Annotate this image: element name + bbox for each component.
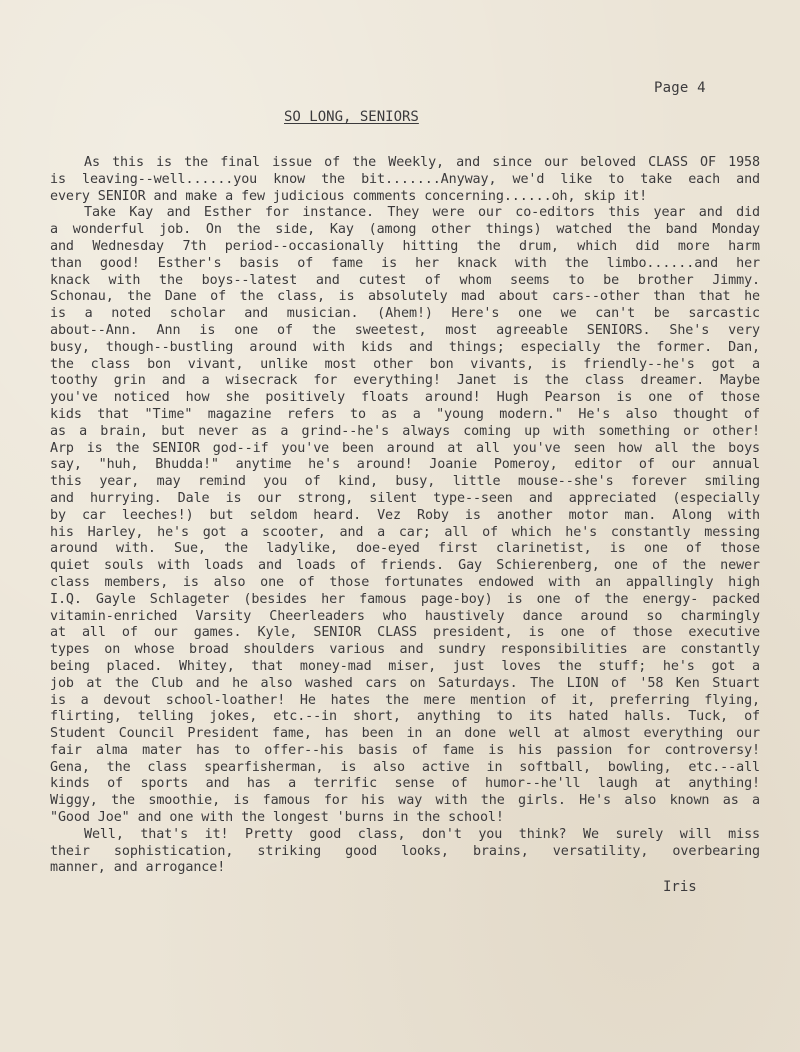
body-line: their sophistication, striking good looks, brains, versatility, overbearing — [50, 843, 760, 859]
page-number: Page 4 — [654, 80, 706, 96]
body-line: manner, and arrogance! — [50, 860, 226, 876]
body-line: is leaving--well......you know the bit.......Anyway, we'd like to take each and — [50, 171, 760, 187]
body-line: his Harley, he's got a scooter, and a car; all of which he's constantly messing — [50, 524, 760, 540]
author-signature: Iris — [663, 879, 697, 895]
body-line: Schonau, the Dane of the class, is absolutely mad about cars--other than that he — [50, 289, 760, 305]
body-line: class members, is also one of those fortunates endowed with an appallingly high — [50, 574, 760, 590]
body-line: as a brain, but never as a grind--he's always coming up with something or other! — [50, 423, 760, 439]
body-line: around with. Sue, the ladylike, doe-eyed first clarinetist, is one of those — [50, 541, 760, 557]
body-line: being placed. Whitey, that money-mad miser, just loves the stuff; he's got a — [50, 658, 760, 674]
body-line: every SENIOR and make a few judicious comments concerning......oh, skip it! — [50, 188, 648, 204]
body-line: the class bon vivant, unlike most other bon vivants, is friendly--he's got a — [50, 356, 760, 372]
body-line: Arp is the SENIOR god--if you've been around at all you've seen how all the boys — [50, 440, 760, 456]
body-line: at all of our games. Kyle, SENIOR CLASS president, is one of those executive — [50, 625, 760, 641]
body-line: by car leeches!) but seldom heard. Vez Roby is another motor man. Along with — [50, 507, 760, 523]
body-line: knack with the boys--latest and cutest of whom seems to be brother Jimmy. — [50, 272, 760, 288]
body-line: is a noted scholar and musician. (Ahem!) Here's one we can't be sarcastic — [50, 306, 760, 322]
body-line: Gena, the class spearfisherman, is also active in softball, bowling, etc.--all — [50, 759, 760, 775]
body-line: than good! Esther's basis of fame is her knack with the limbo......and her — [50, 255, 760, 271]
article-title: SO LONG, SENIORS — [284, 109, 419, 125]
article-body — [50, 155, 760, 877]
body-line: kids that "Time" magazine refers to as a "young modern." He's also thought of — [50, 406, 760, 422]
body-line: Wiggy, the smoothie, is famous for his way with the girls. He's also known as a — [50, 793, 760, 809]
body-line: "Good Joe" and one with the longest 'burns in the school! — [50, 810, 504, 826]
body-line: Well, that's it! Pretty good class, don't you think? We surely will miss — [84, 826, 760, 842]
body-line: quiet souls with loads and loads of friends. Gay Schierenberg, one of the newer — [50, 558, 760, 574]
body-line: about--Ann. Ann is one of the sweetest, most agreeable SENIORS. She's very — [50, 322, 760, 338]
body-line: flirting, telling jokes, etc.--in short, anything to its hated halls. Tuck, of — [50, 709, 760, 725]
body-line: say, "huh, Bhudda!" anytime he's around! Joanie Pomeroy, editor of our annual — [50, 457, 760, 473]
body-line: is a devout school-loather! He hates the mere mention of it, preferring flying, — [50, 692, 760, 708]
body-line: and hurrying. Dale is our strong, silent type--seen and appreciated (especially — [50, 490, 760, 506]
body-line: job at the Club and he also washed cars on Saturdays. The LION of '58 Ken Stuart — [50, 675, 760, 691]
body-line: fair alma mater has to offer--his basis of fame is his passion for controversy! — [50, 742, 760, 758]
body-line: you've noticed how she positively floats around! Hugh Pearson is one of those — [50, 390, 760, 406]
body-line: As this is the final issue of the Weekly, and since our beloved CLASS OF 1958 — [84, 155, 760, 170]
body-line: and Wednesday 7th period--occasionally hitting the drum, which did more harm — [50, 238, 760, 254]
body-line: toothy grin and a wisecrack for everything! Janet is the class dreamer. Maybe — [50, 373, 760, 389]
body-line: this year, may remind you of kind, busy, little mouse--she's forever smiling — [50, 474, 760, 490]
body-line: I.Q. Gayle Schlageter (besides her famous page-boy) is one of the energy- packed — [50, 591, 760, 607]
body-line: busy, though--bustling around with kids and things; especially the former. Dan, — [50, 339, 760, 355]
body-line: kinds of sports and has a terrific sense of humor--he'll laugh at anything! — [50, 776, 760, 792]
body-line: vitamin-enriched Varsity Cheerleaders who haustively dance around so charmingly — [50, 608, 760, 624]
body-line: Take Kay and Esther for instance. They were our co-editors this year and did — [84, 205, 760, 221]
body-line: a wonderful job. On the side, Kay (among other things) watched the band Monday — [50, 222, 760, 238]
body-line: types on whose broad shoulders various and sundry responsibilities are constantly — [50, 642, 760, 658]
body-line: Student Council President fame, has been in an done well at almost everything our — [50, 726, 760, 742]
